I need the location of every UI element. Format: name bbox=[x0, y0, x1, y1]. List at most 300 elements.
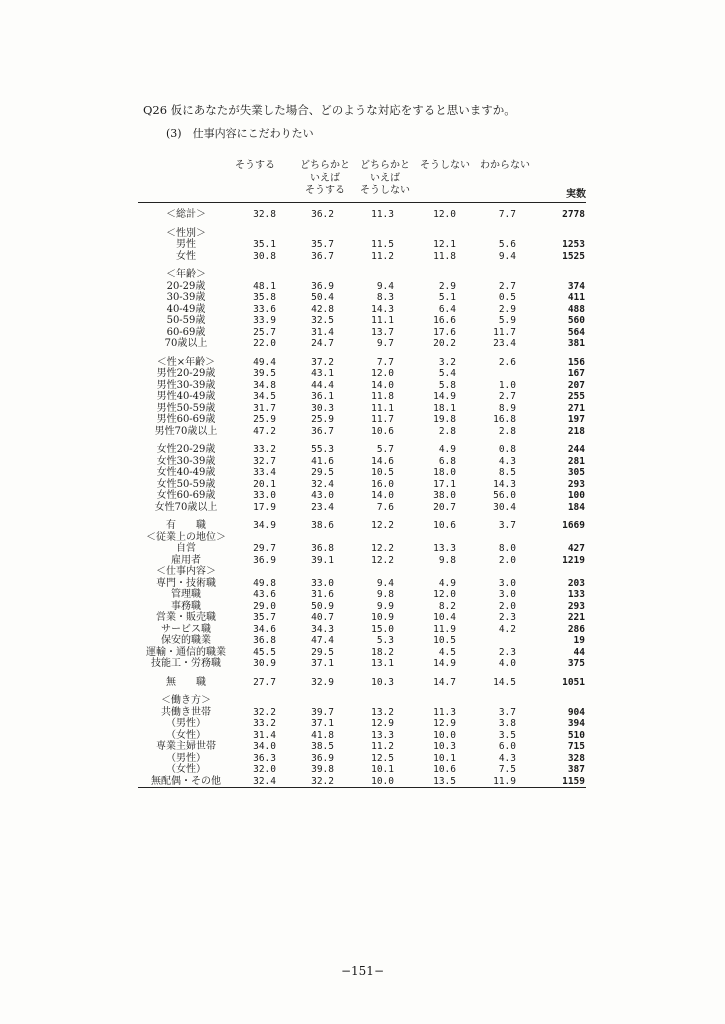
cell-value: 2.0 bbox=[498, 600, 516, 612]
table-header bbox=[138, 160, 586, 202]
cell-value: 8.3 bbox=[376, 292, 394, 303]
table-row bbox=[138, 239, 586, 251]
cell-value: 12.2 bbox=[371, 554, 394, 566]
cell-value: 32.2 bbox=[253, 706, 276, 718]
column-header-line: いえば bbox=[310, 172, 340, 184]
row-label: 男性60-69歳 bbox=[156, 414, 216, 425]
cell-value: 36.9 bbox=[253, 554, 276, 566]
results-table bbox=[138, 160, 586, 788]
cell-value: 32.9 bbox=[311, 676, 334, 688]
cell-value: 3.2 bbox=[438, 356, 456, 368]
table-row bbox=[138, 532, 586, 544]
cell-value: 43.1 bbox=[311, 368, 334, 379]
table-row bbox=[138, 601, 586, 613]
cell-value: 36.2 bbox=[311, 209, 334, 220]
cell-count: 271 bbox=[567, 402, 585, 414]
table-row bbox=[138, 776, 586, 788]
cell-count: 375 bbox=[567, 658, 585, 669]
cell-value: 12.1 bbox=[433, 239, 456, 250]
cell-count: 156 bbox=[567, 356, 585, 368]
table-row bbox=[138, 741, 586, 753]
cell-value: 11.3 bbox=[371, 209, 394, 220]
cell-value: 30.8 bbox=[253, 250, 276, 262]
row-label: 事務職 bbox=[171, 600, 201, 612]
cell-value: 44.4 bbox=[311, 379, 334, 391]
cell-count: 715 bbox=[567, 741, 585, 752]
cell-value: 14.5 bbox=[493, 676, 516, 688]
cell-count: 221 bbox=[567, 612, 585, 623]
cell-value: 5.4 bbox=[438, 368, 456, 379]
column-header-line: いえば bbox=[370, 172, 400, 184]
row-label: 無 職 bbox=[166, 676, 206, 688]
cell-value: 14.3 bbox=[493, 478, 516, 490]
table-row bbox=[138, 380, 586, 392]
group-gap bbox=[138, 688, 586, 695]
cell-value: 38.6 bbox=[311, 520, 334, 531]
table-row bbox=[138, 251, 586, 263]
table-row bbox=[138, 391, 586, 403]
row-label: 女性20-29歳 bbox=[156, 444, 216, 455]
cell-value: 7.5 bbox=[498, 764, 516, 775]
cell-value: 38.0 bbox=[433, 490, 456, 501]
table-row bbox=[138, 327, 586, 339]
cell-value: 20.1 bbox=[253, 478, 276, 490]
cell-count: 1219 bbox=[562, 554, 585, 566]
cell-count: 19 bbox=[573, 635, 585, 646]
cell-value: 41.8 bbox=[311, 729, 334, 741]
row-label: （女性） bbox=[166, 764, 206, 775]
cell-value: 14.0 bbox=[371, 490, 394, 501]
cell-value: 36.8 bbox=[253, 635, 276, 646]
cell-count: 203 bbox=[567, 577, 585, 589]
cell-count: 281 bbox=[567, 455, 585, 467]
column-header-line: どちらかと bbox=[360, 160, 410, 171]
cell-value: 16.8 bbox=[493, 414, 516, 425]
cell-count: 1051 bbox=[562, 676, 585, 688]
row-label: 20-29歳 bbox=[166, 280, 206, 292]
cell-value: 23.4 bbox=[493, 338, 516, 349]
row-label: 女性30-39歳 bbox=[156, 455, 216, 467]
cell-value: 33.4 bbox=[253, 467, 276, 478]
cell-value: 10.5 bbox=[371, 467, 394, 478]
table-row bbox=[138, 490, 586, 502]
cell-value: 4.3 bbox=[498, 455, 516, 467]
cell-value: 2.3 bbox=[498, 646, 516, 658]
cell-value: 12.2 bbox=[371, 520, 394, 531]
cell-count: 133 bbox=[567, 589, 585, 600]
table-row bbox=[138, 624, 586, 636]
cell-value: 11.1 bbox=[371, 402, 394, 414]
cell-value: 35.1 bbox=[253, 239, 276, 250]
cell-value: 32.5 bbox=[311, 315, 334, 326]
cell-count: 560 bbox=[567, 315, 585, 326]
cell-value: 18.2 bbox=[371, 646, 394, 658]
row-label: （男性） bbox=[166, 752, 206, 764]
cell-value: 7.7 bbox=[498, 209, 516, 220]
cell-value: 36.9 bbox=[311, 752, 334, 764]
cell-value: 36.9 bbox=[311, 280, 334, 292]
cell-count: 1669 bbox=[562, 520, 585, 531]
row-label: 男性50-59歳 bbox=[156, 402, 216, 414]
cell-value: 39.7 bbox=[311, 706, 334, 718]
cell-value: 6.0 bbox=[498, 741, 516, 752]
cell-value: 34.3 bbox=[311, 623, 334, 635]
cell-value: 18.1 bbox=[433, 402, 456, 414]
cell-count: 286 bbox=[567, 623, 585, 635]
cell-value: 2.8 bbox=[438, 425, 456, 437]
cell-value: 8.9 bbox=[498, 402, 516, 414]
cell-count: 100 bbox=[567, 490, 585, 501]
cell-count: 255 bbox=[567, 391, 585, 402]
cell-value: 35.8 bbox=[253, 292, 276, 303]
cell-value: 17.6 bbox=[433, 326, 456, 338]
row-label: 男性30-39歳 bbox=[156, 379, 216, 391]
cell-value: 6.8 bbox=[438, 455, 456, 467]
group-gap bbox=[138, 513, 586, 520]
cell-value: 37.2 bbox=[311, 356, 334, 368]
column-header-line: そうする bbox=[305, 185, 345, 196]
row-label: 男性40-49歳 bbox=[156, 391, 216, 402]
table-row bbox=[138, 612, 586, 624]
cell-value: 43.0 bbox=[311, 490, 334, 501]
cell-value: 34.5 bbox=[253, 391, 276, 402]
cell-value: 7.6 bbox=[376, 501, 394, 513]
cell-value: 2.9 bbox=[498, 303, 516, 315]
count-header: 実数 bbox=[566, 189, 586, 200]
cell-value: 0.8 bbox=[498, 444, 516, 455]
table-row bbox=[138, 292, 586, 304]
row-label: （男性） bbox=[166, 718, 206, 729]
table-body bbox=[138, 203, 586, 787]
cell-value: 14.9 bbox=[433, 391, 456, 402]
row-label: 男性20-29歳 bbox=[156, 368, 216, 379]
cell-value: 8.5 bbox=[498, 467, 516, 478]
cell-value: 12.9 bbox=[371, 718, 394, 729]
cell-value: 0.5 bbox=[498, 292, 516, 303]
cell-value: 56.0 bbox=[493, 490, 516, 501]
cell-value: 14.0 bbox=[371, 379, 394, 391]
cell-value: 29.7 bbox=[253, 543, 276, 554]
row-label: ＜年齢＞ bbox=[166, 269, 206, 280]
group-gap bbox=[138, 221, 586, 228]
cell-value: 5.3 bbox=[376, 635, 394, 646]
cell-value: 30.9 bbox=[253, 658, 276, 669]
cell-value: 49.4 bbox=[253, 356, 276, 368]
table-row bbox=[138, 315, 586, 327]
cell-value: 4.9 bbox=[438, 444, 456, 455]
cell-count: 1525 bbox=[562, 250, 585, 262]
cell-value: 36.7 bbox=[311, 425, 334, 437]
cell-count: 197 bbox=[567, 414, 585, 425]
cell-value: 4.5 bbox=[438, 646, 456, 658]
cell-value: 10.5 bbox=[433, 635, 456, 646]
row-label: 運輸・通信的職業 bbox=[146, 646, 226, 658]
cell-value: 29.5 bbox=[311, 467, 334, 478]
cell-value: 55.3 bbox=[311, 444, 334, 455]
table-row bbox=[138, 368, 586, 380]
cell-value: 9.9 bbox=[376, 600, 394, 612]
cell-value: 3.0 bbox=[498, 589, 516, 600]
row-label: 管理職 bbox=[171, 589, 201, 600]
row-label: 自営 bbox=[176, 543, 196, 554]
cell-value: 33.2 bbox=[253, 718, 276, 729]
group-gap bbox=[138, 350, 586, 357]
cell-value: 4.3 bbox=[498, 752, 516, 764]
table-row bbox=[138, 403, 586, 415]
cell-value: 39.8 bbox=[311, 764, 334, 775]
cell-value: 10.1 bbox=[371, 764, 394, 775]
cell-value: 12.0 bbox=[371, 368, 394, 379]
cell-value: 9.4 bbox=[498, 250, 516, 262]
cell-value: 10.1 bbox=[433, 752, 456, 764]
column-header bbox=[470, 160, 540, 173]
cell-value: 9.8 bbox=[376, 589, 394, 600]
cell-value: 10.0 bbox=[371, 775, 394, 787]
question-title: Q26 仮にあなたが失業した場合、どのような対応をすると思いますか。 bbox=[143, 103, 516, 117]
cell-value: 5.7 bbox=[376, 444, 394, 455]
cell-value: 3.7 bbox=[498, 520, 516, 531]
cell-value: 10.6 bbox=[371, 425, 394, 437]
cell-value: 11.3 bbox=[433, 706, 456, 718]
column-header-line: どちらかと bbox=[300, 160, 350, 171]
cell-value: 11.7 bbox=[371, 414, 394, 425]
cell-value: 31.4 bbox=[311, 326, 334, 338]
cell-value: 37.1 bbox=[311, 658, 334, 669]
cell-value: 36.3 bbox=[253, 752, 276, 764]
column-header-line: わからない bbox=[480, 160, 530, 171]
cell-value: 30.3 bbox=[311, 402, 334, 414]
cell-value: 32.4 bbox=[311, 478, 334, 490]
cell-count: 488 bbox=[567, 303, 585, 315]
table-row bbox=[138, 566, 586, 578]
table-row bbox=[138, 718, 586, 730]
group-gap bbox=[138, 262, 586, 269]
cell-value: 12.0 bbox=[433, 209, 456, 220]
cell-count: 374 bbox=[567, 280, 585, 292]
cell-value: 5.6 bbox=[498, 239, 516, 250]
cell-value: 15.0 bbox=[371, 623, 394, 635]
cell-count: 293 bbox=[567, 600, 585, 612]
cell-value: 16.6 bbox=[433, 315, 456, 326]
cell-value: 3.5 bbox=[498, 729, 516, 741]
cell-value: 17.9 bbox=[253, 501, 276, 513]
row-label: 無配偶・その他 bbox=[151, 775, 221, 787]
cell-value: 23.4 bbox=[311, 501, 334, 513]
cell-value: 20.2 bbox=[433, 338, 456, 349]
row-label: 70歳以上 bbox=[164, 338, 208, 349]
cell-value: 10.6 bbox=[433, 520, 456, 531]
cell-value: 2.7 bbox=[498, 391, 516, 402]
row-label: 女性40-49歳 bbox=[156, 467, 216, 478]
column-header-line: そうしない bbox=[360, 185, 410, 196]
cell-value: 3.0 bbox=[498, 577, 516, 589]
row-label: ＜従業上の地位＞ bbox=[146, 531, 226, 543]
cell-value: 34.8 bbox=[253, 379, 276, 391]
table-row bbox=[138, 426, 586, 438]
cell-value: 11.2 bbox=[371, 250, 394, 262]
cell-value: 22.0 bbox=[253, 338, 276, 349]
cell-count: 293 bbox=[567, 478, 585, 490]
cell-value: 24.7 bbox=[311, 338, 334, 349]
cell-value: 33.0 bbox=[311, 577, 334, 589]
cell-value: 45.5 bbox=[253, 646, 276, 658]
table-row bbox=[138, 479, 586, 491]
cell-value: 11.5 bbox=[371, 239, 394, 250]
cell-value: 32.4 bbox=[253, 775, 276, 787]
cell-value: 2.0 bbox=[498, 554, 516, 566]
question-subtitle: (3) 仕事内容にこだわりたい bbox=[166, 127, 314, 140]
table-row bbox=[138, 209, 586, 221]
cell-value: 33.0 bbox=[253, 490, 276, 501]
cell-value: 1.0 bbox=[498, 379, 516, 391]
cell-value: 12.0 bbox=[433, 589, 456, 600]
cell-value: 13.1 bbox=[371, 658, 394, 669]
row-label: ＜仕事内容＞ bbox=[156, 566, 216, 577]
row-label: 40-49歳 bbox=[166, 303, 206, 315]
cell-value: 39.1 bbox=[311, 554, 334, 566]
cell-value: 25.9 bbox=[253, 414, 276, 425]
row-label: ＜性別＞ bbox=[166, 227, 206, 239]
cell-value: 38.5 bbox=[311, 741, 334, 752]
row-label: ＜総計＞ bbox=[166, 209, 206, 220]
cell-value: 13.7 bbox=[371, 326, 394, 338]
cell-value: 36.8 bbox=[311, 543, 334, 554]
cell-value: 10.0 bbox=[433, 729, 456, 741]
row-label: 雇用者 bbox=[171, 554, 201, 566]
row-label: 30-39歳 bbox=[166, 292, 206, 303]
table-row bbox=[138, 414, 586, 426]
cell-value: 33.2 bbox=[253, 444, 276, 455]
table-row bbox=[138, 357, 586, 369]
row-label: 有 職 bbox=[166, 520, 206, 531]
table-row bbox=[138, 635, 586, 647]
table-row bbox=[138, 658, 586, 670]
cell-value: 2.8 bbox=[498, 425, 516, 437]
table-row bbox=[138, 707, 586, 719]
cell-value: 10.9 bbox=[371, 612, 394, 623]
cell-value: 32.7 bbox=[253, 455, 276, 467]
cell-value: 50.9 bbox=[311, 600, 334, 612]
cell-count: 510 bbox=[567, 729, 585, 741]
row-label: 60-69歳 bbox=[166, 326, 206, 338]
cell-value: 49.8 bbox=[253, 577, 276, 589]
cell-value: 16.0 bbox=[371, 478, 394, 490]
table-row bbox=[138, 589, 586, 601]
table-row bbox=[138, 467, 586, 479]
table-row bbox=[138, 677, 586, 689]
row-label: サービス職 bbox=[161, 623, 211, 635]
cell-value: 13.3 bbox=[433, 543, 456, 554]
cell-value: 11.8 bbox=[371, 391, 394, 402]
cell-count: 904 bbox=[567, 706, 585, 718]
cell-value: 9.8 bbox=[438, 554, 456, 566]
cell-value: 31.7 bbox=[253, 402, 276, 414]
row-label: ＜働き方＞ bbox=[161, 695, 211, 706]
row-label: 50-59歳 bbox=[166, 315, 206, 326]
cell-value: 48.1 bbox=[253, 280, 276, 292]
cell-value: 10.4 bbox=[433, 612, 456, 623]
table-row bbox=[138, 647, 586, 659]
row-label: ＜性×年齢＞ bbox=[156, 356, 216, 368]
table-row bbox=[138, 444, 586, 456]
cell-value: 10.3 bbox=[433, 741, 456, 752]
cell-value: 33.9 bbox=[253, 315, 276, 326]
row-label: 保安的職業 bbox=[161, 635, 211, 646]
cell-count: 305 bbox=[567, 467, 585, 478]
cell-value: 13.3 bbox=[371, 729, 394, 741]
cell-count: 184 bbox=[567, 501, 585, 513]
cell-value: 27.7 bbox=[253, 676, 276, 688]
table-row bbox=[138, 578, 586, 590]
cell-value: 17.1 bbox=[433, 478, 456, 490]
cell-value: 11.1 bbox=[371, 315, 394, 326]
cell-count: 411 bbox=[567, 292, 585, 303]
column-header-line: そうしない bbox=[420, 160, 470, 171]
group-gap bbox=[138, 670, 586, 677]
cell-count: 218 bbox=[567, 425, 585, 437]
cell-count: 244 bbox=[567, 444, 585, 455]
cell-value: 32.2 bbox=[311, 775, 334, 787]
cell-value: 2.7 bbox=[498, 280, 516, 292]
cell-value: 50.4 bbox=[311, 292, 334, 303]
cell-count: 207 bbox=[567, 379, 585, 391]
cell-value: 36.1 bbox=[311, 391, 334, 402]
row-label: 女性 bbox=[176, 250, 196, 262]
cell-value: 34.9 bbox=[253, 520, 276, 531]
cell-value: 36.7 bbox=[311, 250, 334, 262]
cell-count: 564 bbox=[567, 326, 585, 338]
row-label: 女性70歳以上 bbox=[154, 501, 218, 513]
row-label: （女性） bbox=[166, 729, 206, 741]
cell-value: 41.6 bbox=[311, 455, 334, 467]
cell-value: 11.9 bbox=[433, 623, 456, 635]
cell-count: 2778 bbox=[562, 209, 585, 220]
cell-value: 33.6 bbox=[253, 303, 276, 315]
cell-value: 13.5 bbox=[433, 775, 456, 787]
cell-value: 47.2 bbox=[253, 425, 276, 437]
cell-value: 34.6 bbox=[253, 623, 276, 635]
table-row bbox=[138, 304, 586, 316]
cell-value: 11.7 bbox=[493, 326, 516, 338]
table-row bbox=[138, 753, 586, 765]
cell-value: 5.1 bbox=[438, 292, 456, 303]
cell-value: 5.9 bbox=[498, 315, 516, 326]
cell-value: 14.7 bbox=[433, 676, 456, 688]
cell-value: 14.9 bbox=[433, 658, 456, 669]
cell-count: 1159 bbox=[562, 775, 585, 787]
table-row bbox=[138, 281, 586, 293]
cell-count: 167 bbox=[567, 368, 585, 379]
cell-value: 14.3 bbox=[371, 303, 394, 315]
table-row bbox=[138, 456, 586, 468]
table-row bbox=[138, 543, 586, 555]
cell-value: 34.0 bbox=[253, 741, 276, 752]
cell-count: 381 bbox=[567, 338, 585, 349]
cell-value: 4.0 bbox=[498, 658, 516, 669]
table-row bbox=[138, 764, 586, 776]
cell-value: 19.8 bbox=[433, 414, 456, 425]
row-label: 女性50-59歳 bbox=[156, 478, 216, 490]
table-row bbox=[138, 695, 586, 707]
cell-value: 40.7 bbox=[311, 612, 334, 623]
cell-value: 30.4 bbox=[493, 501, 516, 513]
cell-value: 9.4 bbox=[376, 577, 394, 589]
cell-value: 43.6 bbox=[253, 589, 276, 600]
table-row bbox=[138, 502, 586, 514]
cell-value: 5.8 bbox=[438, 379, 456, 391]
cell-value: 9.7 bbox=[376, 338, 394, 349]
cell-value: 10.6 bbox=[433, 764, 456, 775]
